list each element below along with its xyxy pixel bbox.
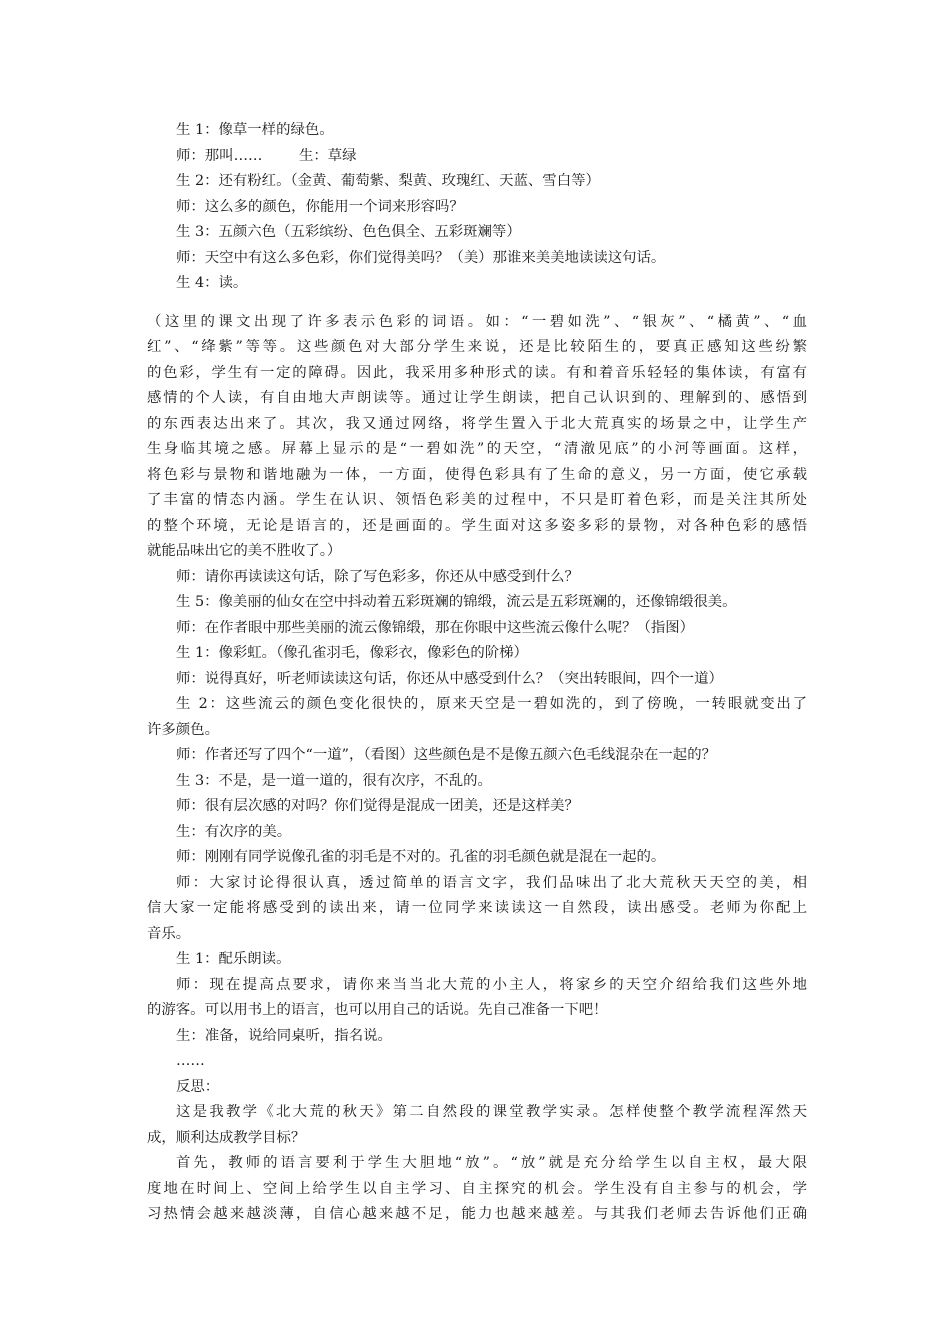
dialogue-line: 生 4：读。: [176, 275, 248, 291]
dialogue-line: 师：说得真好，听老师读读这句话，你还从中感受到什么？（突出转眼间，四个一道）: [176, 670, 723, 687]
dialogue-line: 师：天空中有这么多色彩，你们觉得美吗？（美）那谁来美美地读读这句话。: [176, 249, 666, 266]
dialogue-line: 生 2：这些流云的颜色变化很快的，原来天空是一碧如洗的，到了傍晚，一转眼就变出了: [176, 696, 807, 712]
dialogue-line: 生 2：还有粉红。（金黄、葡萄紫、梨黄、玫瑰红、天蓝、雪白等）: [176, 173, 600, 189]
dialogue-line: 生 1：像彩虹。（像孔雀羽毛，像彩衣，像彩色的阶梯）: [176, 645, 528, 661]
dialogue-line: 信大家一定能将感受到的读出来，请一位同学来读读这一自然段，读出感受。老师为你配上: [147, 900, 807, 916]
dialogue-line: 师：那叫…… 生：草绿: [176, 147, 357, 164]
reflection-line: 习热情会越来越淡薄，自信心越来越不足，能力也越来越差。与其我们老师去告诉他们正确: [147, 1206, 807, 1222]
commentary-line: 的整个环境，无论是语言的，还是画面的。学生面对这多姿多彩的景物，对各种色彩的感悟: [147, 517, 807, 534]
commentary-line: 的东西表达出来了。其次，我又通过网络，将学生置入于北大荒真实的场景之中，让学生产: [147, 415, 807, 432]
dialogue-line: 师：作者还写了四个“一道”，（看图）这些颜色是不是像五颜六色毛线混杂在一起的？: [176, 747, 716, 763]
commentary-line: 将色彩与景物和谐地融为一体，一方面，使得色彩具有了生命的意义，另一方面，使它承载: [147, 466, 807, 483]
dialogue-line: 生 1：配乐朗读。: [176, 951, 291, 967]
commentary-line: （这里的课文出现了许多表示色彩的词语。如：“一碧如洗”、“银灰”、“橘黄”、“血: [147, 313, 807, 330]
dialogue-line: 生 3：不是，是一道一道的，很有次序，不乱的。: [176, 772, 492, 789]
commentary-line: 生身临其境之感。屏幕上显示的是“一碧如洗”的天空，“清澈见底”的小河等画面。这样，: [147, 441, 807, 457]
commentary-line: 感情的个人读，有自由地大声朗读等。通过让学生朗读，把自己认识到的、理解到的、感悟到: [147, 390, 807, 406]
dialogue-line: 师：大家讨论得很认真，透过简单的语言文字，我们品味出了北大荒秋天天空的美，相: [176, 874, 807, 891]
dialogue-line: 生：准备，说给同桌听，指名说。: [176, 1027, 392, 1044]
dialogue-line: 的游客。可以用书上的语言，也可以用自己的话说。先自己准备一下吧！: [147, 1002, 608, 1018]
commentary-line: 就能品味出它的美不胜收了。）: [147, 543, 342, 559]
reflection-line: 这是我教学《北大荒的秋天》第二自然段的课堂教学实录。怎样使整个教学流程浑然天: [176, 1104, 807, 1120]
dialogue-line: 音乐。: [147, 925, 191, 942]
dialogue-line: 师：这么多的颜色，你能用一个词来形容吗？: [176, 198, 464, 215]
dialogue-line: 师：刚刚有同学说像孔雀的羽毛是不对的。孔雀的羽毛颜色就是混在一起的。: [176, 849, 666, 865]
dialogue-line: 许多颜色。: [147, 721, 219, 738]
document-page: [147, 118, 807, 1228]
dialogue-line: 生 5：像美丽的仙女在空中抖动着五彩斑斓的锦缎，流云是五彩斑斓的，还像锦缎很美。: [176, 594, 737, 610]
commentary-line: 红”、“绛紫”等等。这些颜色对大部分学生来说，还是比较陌生的，要真正感知这些纷繁: [147, 339, 807, 355]
dialogue-line: 生 1：像草一样的绿色。: [176, 122, 334, 138]
dialogue-line: 师：现在提高点要求，请你来当当北大荒的小主人，将家乡的天空介绍给我们这些外地: [176, 976, 807, 993]
dialogue-line: 生 3：五颜六色（五彩缤纷、色色俱全、五彩斑斓等）: [176, 224, 521, 240]
reflection-line: 度地在时间上、空间上给学生以自主学习、自主探究的机会。学生没有自主参与的机会，学: [147, 1180, 807, 1197]
dialogue-line: 师：很有层次感的对吗？你们觉得是混成一团美，还是这样美？: [176, 798, 579, 814]
ellipsis-line: ……: [176, 1053, 205, 1069]
dialogue-line: 师：请你再读读这句话，除了写色彩多，你还从中感受到什么？: [176, 568, 579, 585]
paragraph-gap: [147, 297, 807, 310]
commentary-line: 的色彩，学生有一定的障碍。因此，我采用多种形式的读。有和着音乐轻轻的集体读，有富有: [147, 364, 807, 381]
reflection-heading: 反思：: [176, 1078, 220, 1095]
commentary-line: 了丰富的情态内涵。学生在认识、领悟色彩美的过程中，不只是盯着色彩，而是关注其所处: [147, 492, 807, 508]
dialogue-line: 师：在作者眼中那些美丽的流云像锦缎，那在你眼中这些流云像什么呢？（指图）: [176, 619, 695, 636]
dialogue-line: 生：有次序的美。: [176, 823, 292, 840]
reflection-line: 成，顺利达成教学目标？: [147, 1129, 306, 1146]
reflection-line: 首先，教师的语言要利于学生大胆地“放”。“放”就是充分给学生以自主权，最大限: [176, 1155, 807, 1171]
